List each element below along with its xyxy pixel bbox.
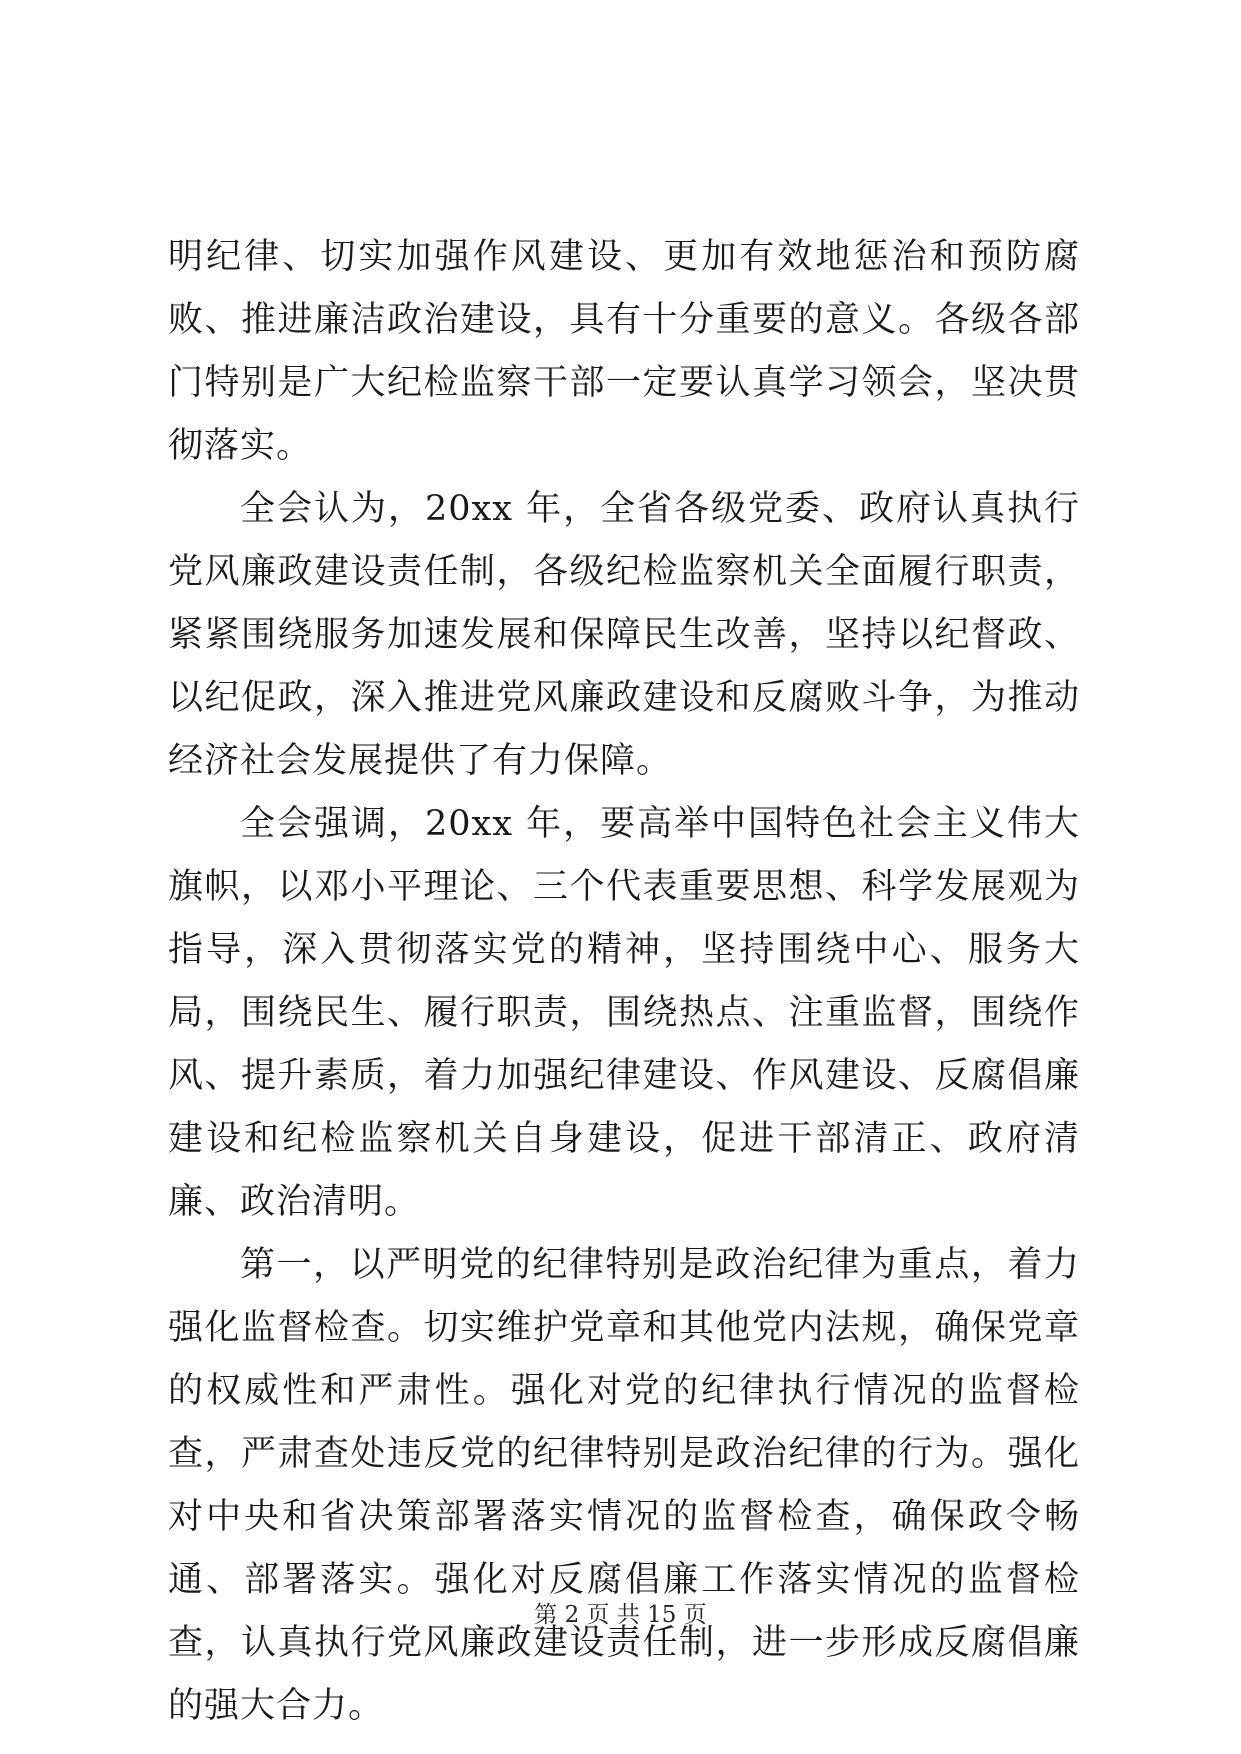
paragraph-2: 全会认为，20xx 年，全省各级党委、政府认真执行党风廉政建设责任制，各级纪检监察机关全面履行职责，紧紧围绕服务加速发展和保障民生改善，坚持以纪督政、以纪促政，深入推进党风廉政建设和反腐败斗争，为推动经济社会发展提供了有力保障。 — [168, 489, 1080, 781]
document-body — [168, 226, 1080, 1738]
paragraph-3: 全会强调，20xx 年，要高举中国特色社会主义伟大旗帜，以邓小平理论、三个代表重要思想、科学发展观为指导，深入贯彻落实党的精神，坚持围绕中心、服务大局，围绕民生、履行职责，围绕热点、注重监督，围绕作风、提升素质，着力加强纪律建设、作风建设、反腐倡廉建设和纪检监察机关自身建设，促进干部清正、政府清廉、政治清明。 — [168, 804, 1080, 1222]
paragraph-1: 明纪律、切实加强作风建设、更加有效地惩治和预防腐败、推进廉洁政治建设，具有十分重要的意义。各级各部门特别是广大纪检监察干部一定要认真学习领会，坚决贯彻落实。 — [168, 237, 1080, 466]
page-number-footer: 第 2 页 共 15 页 — [534, 1602, 707, 1628]
paragraph-4: 第一，以严明党的纪律特别是政治纪律为重点，着力强化监督检查。切实维护党章和其他党内法规，确保党章的权威性和严肃性。强化对党的纪律执行情况的监督检查，严肃查处违反党的纪律特别是政治纪律的行为。强化对中央和省决策部署落实情况的监督检查，确保政令畅通、部署落实。强化对反腐倡廉工作落实情况的监督检查，认真执行党风廉政建设责任制，进一步形成反腐倡廉的强大合力。 — [168, 1245, 1080, 1726]
